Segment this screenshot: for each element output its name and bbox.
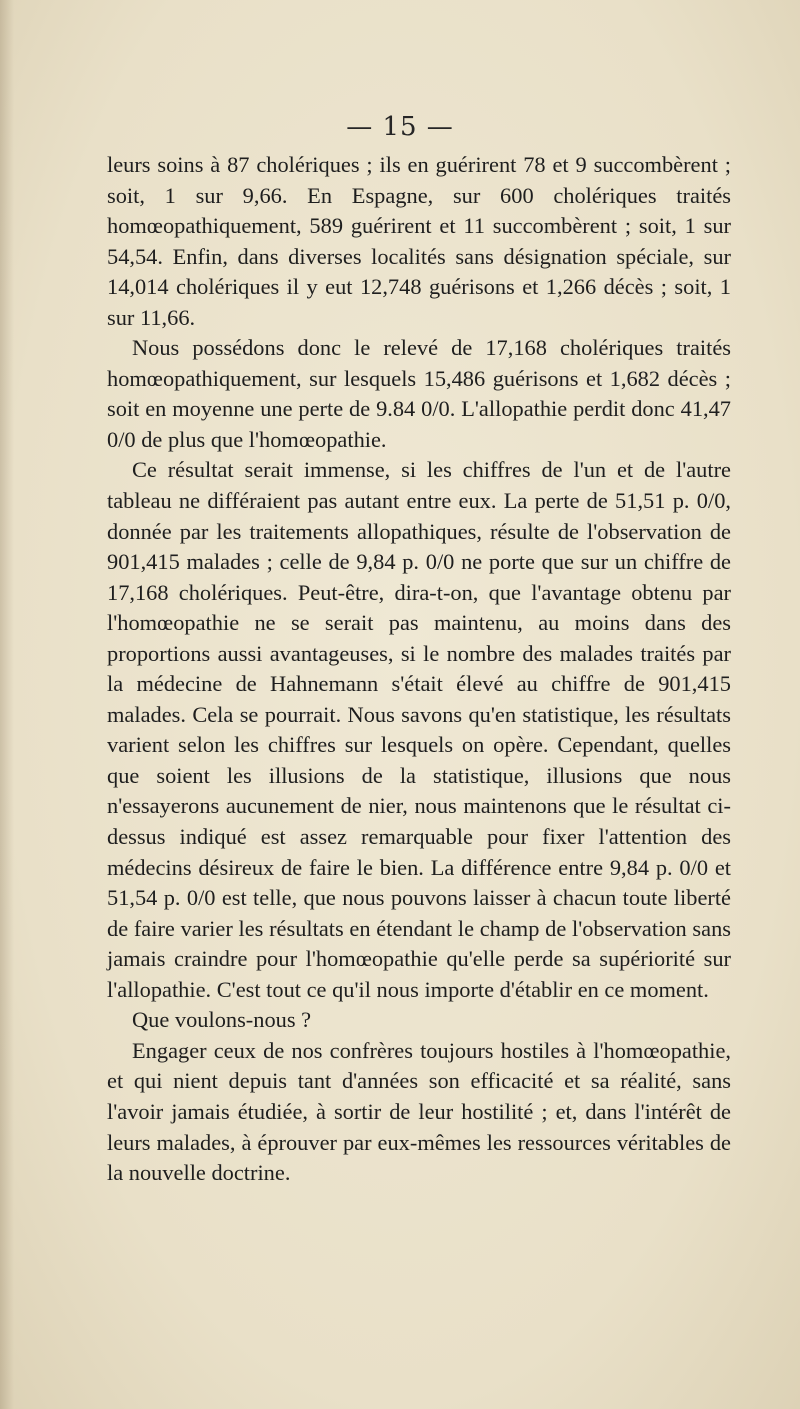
page-edge-shadow xyxy=(0,0,14,1409)
paragraph-5: Engager ceux de nos confrères toujours hostiles à l'homœopathie, et qui nient depuis tant d'années son efficacité et sa réalité, sans l'avoir jamais étudiée, à sortir de leur hostilité ; et, dans l'intérêt de leurs malades, à éprouver par eux-mêmes les ressources véritables de la nouvelle doctrine. xyxy=(107,1037,731,1186)
page-number: — 15 — xyxy=(346,112,454,142)
body-text xyxy=(107,150,731,1189)
paragraph-4: Que voulons-nous ? xyxy=(132,1007,312,1033)
paragraph-1: leurs soins à 87 cholériques ; ils en guérirent 78 et 9 succombèrent ; soit, 1 sur 9,66. En Espagne, sur 600 cholériques traités homœopathiquement, 589 guérirent et 11 succombèrent ; soit, 1 sur 54,54. Enfin, dans diverses localités sans désignation spéciale, sur 14,014 cholériques il y eut 12,748 guérisons et 1,266 décès ; soit, 1 sur 11,66. xyxy=(107,152,731,330)
paragraph-2: Nous possédons donc le relevé de 17,168 cholériques traités homœopathiquement, sur lesquels 15,486 guérisons et 1,682 décès ; soit en moyenne une perte de 9.84 0/0. L'allopathie perdit donc 41,47 0/0 de plus que l'homœopathie. xyxy=(107,335,731,452)
paragraph-3: Ce résultat serait immense, si les chiffres de l'un et de l'autre tableau ne différaient pas autant entre eux. La perte de 51,51 p. 0/0, donnée par les traitements allopathiques, résulte de l'observation de 901,415 malades ; celle de 9,84 p. 0/0 ne porte que sur un chiffre de 17,168 cholériques. Peut-être, dira-t-on, que l'avantage obtenu par l'homœopathie ne se serait pas maintenu, au moins dans des proportions aussi avantageuses, si le nombre des malades traités par la médecine de Hahnemann s'était élevé au chiffre de 901,415 malades. Cela se pourrait. Nous savons qu'en statistique, les résultats varient selon les chiffres sur lesquels on opère. Cependant, quelles que soient les illusions de la statistique, illusions que nous n'essayerons aucunement de nier, nous maintenons que le résultat ci-dessus indiqué est assez remarquable pour fixer l'attention des médecins désireux de faire le bien. La différence entre 9,84 p. 0/0 et 51,54 p. 0/0 est telle, que nous pouvons laisser à chacun toute liberté de faire varier les résultats en étendant le champ de l'observation sans jamais craindre pour l'homœopathie qu'elle perde sa supériorité sur l'allopathie. C'est tout ce qu'il nous importe d'établir en ce moment. xyxy=(107,457,731,1002)
